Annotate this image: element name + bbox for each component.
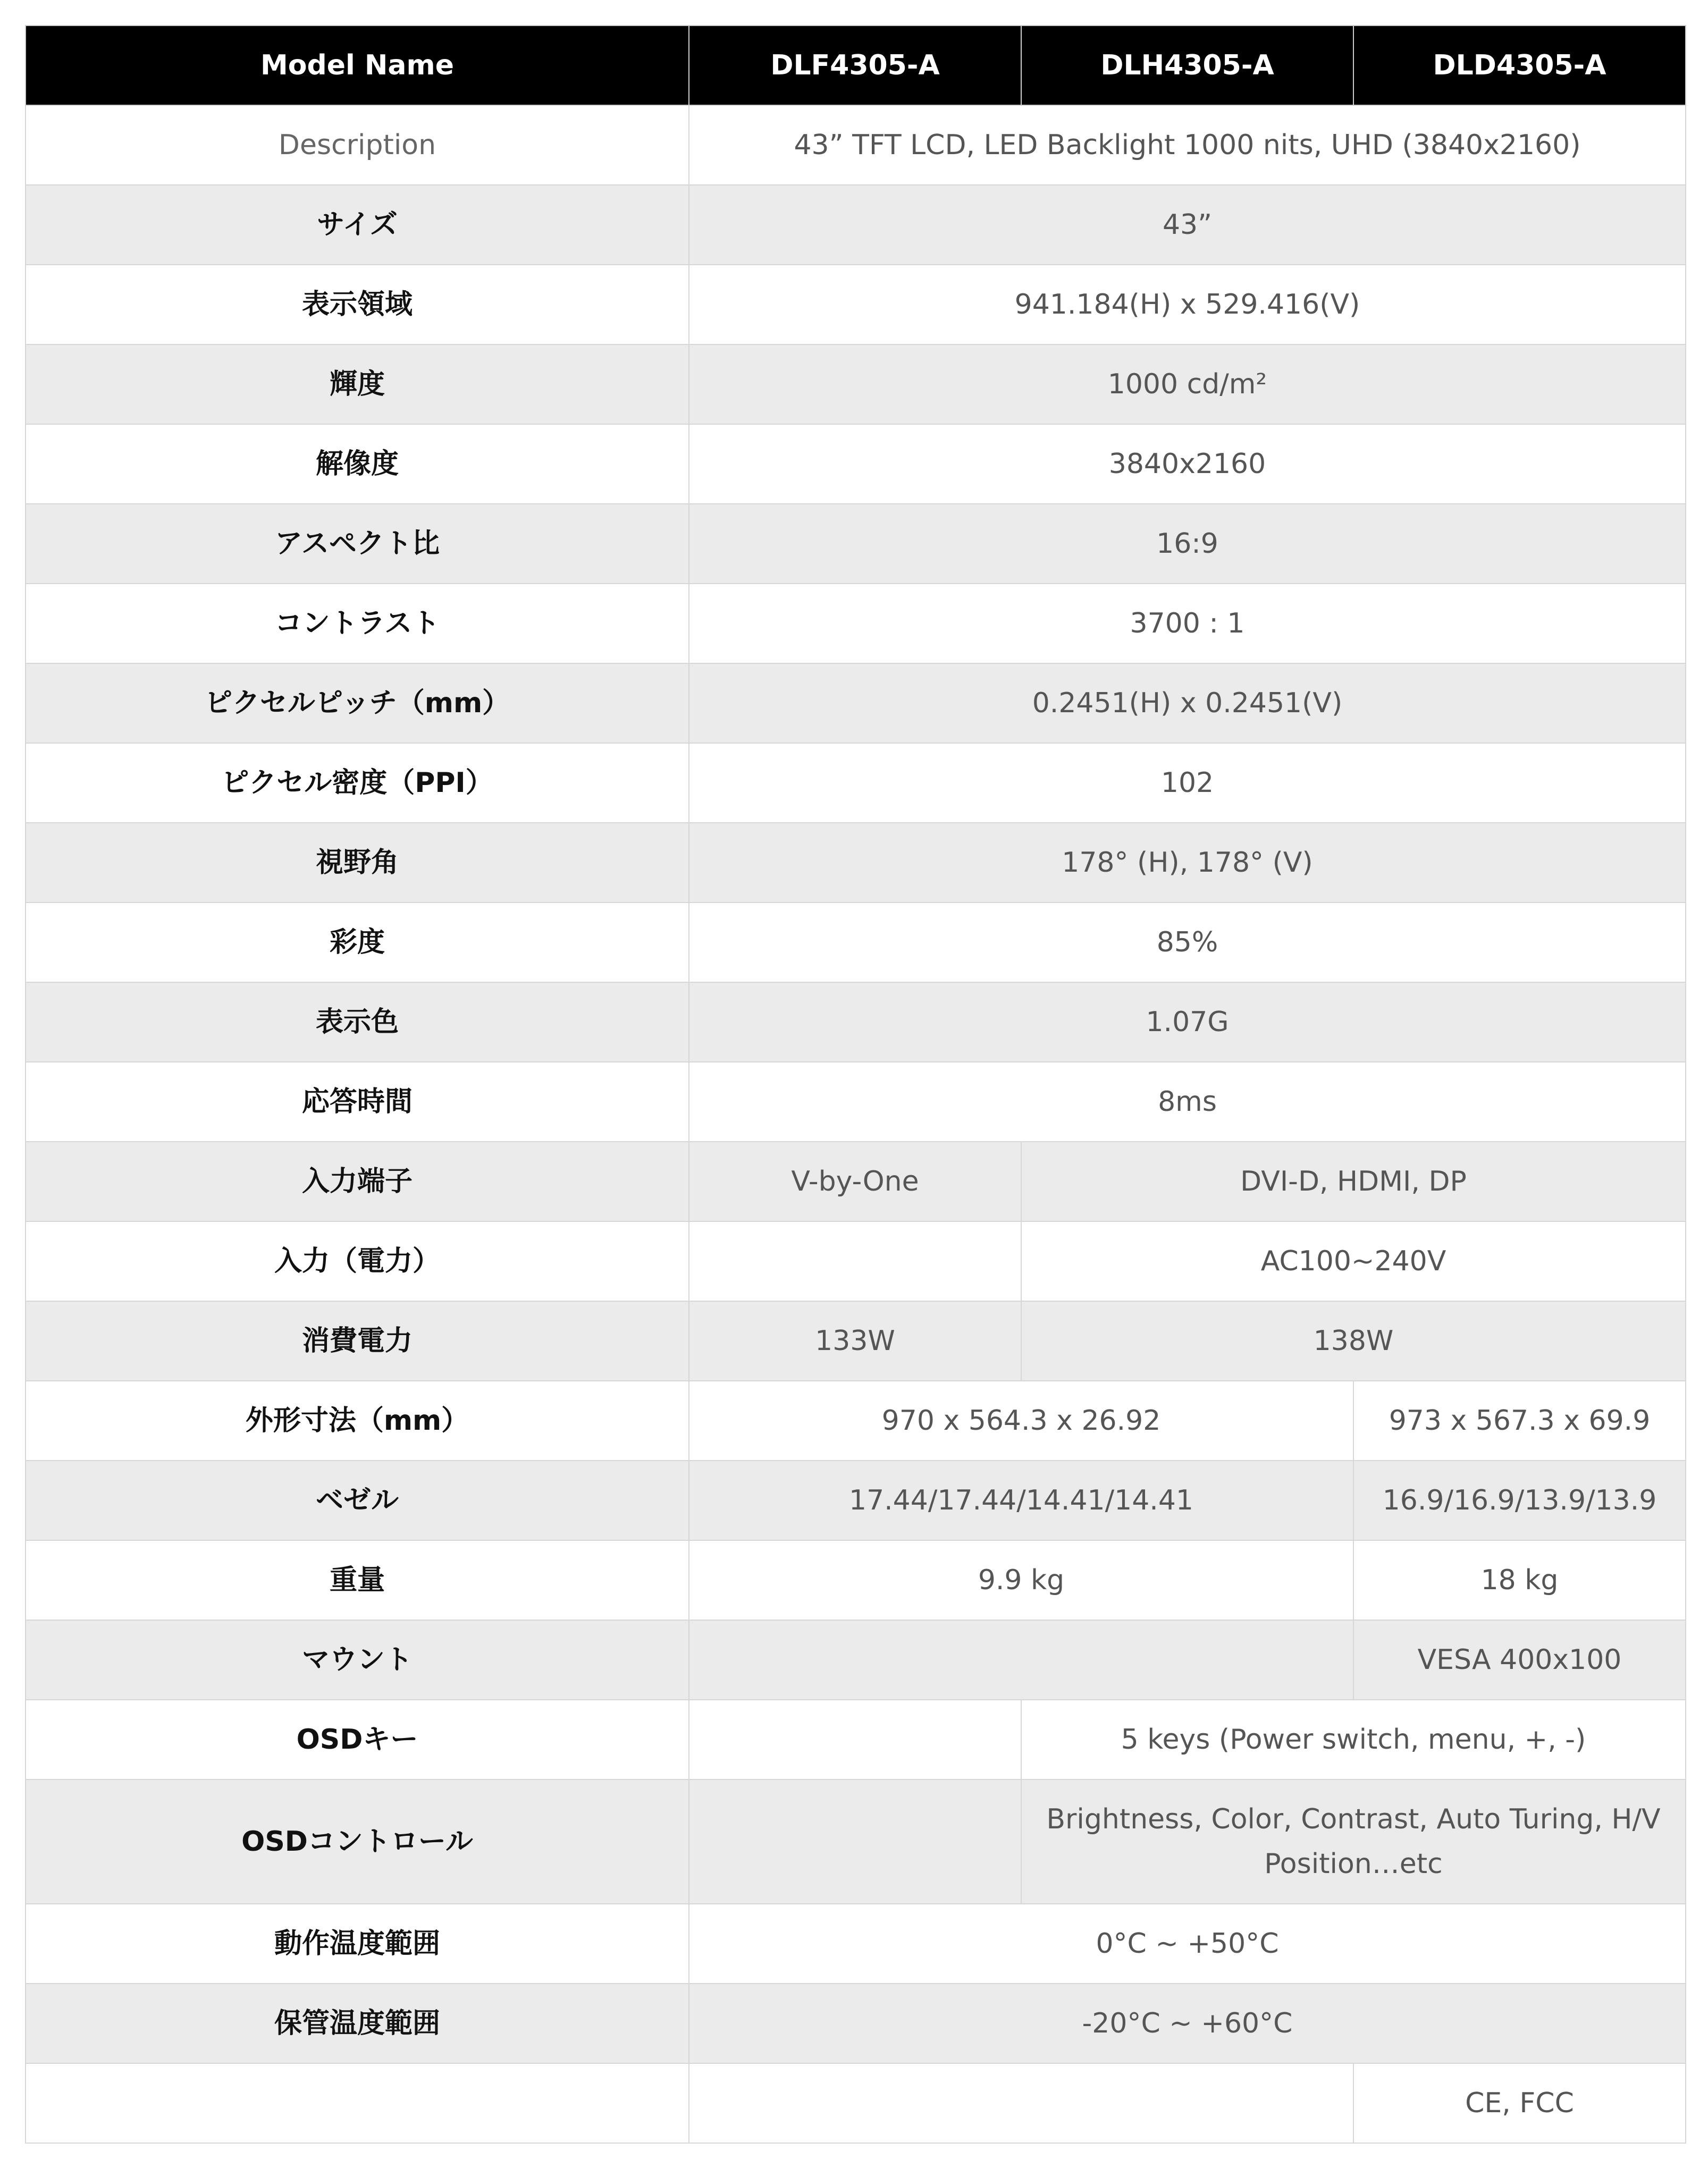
spec-value: AC100~240V [1021, 1221, 1686, 1301]
spec-value: VESA 400x100 [1353, 1620, 1686, 1700]
spec-table-header [26, 26, 1686, 105]
spec-value: 43” TFT LCD, LED Backlight 1000 nits, UHD (3840x2160) [689, 105, 1686, 185]
spec-value: CE, FCC [1353, 2063, 1686, 2143]
spec-value: 973 x 567.3 x 69.9 [1353, 1381, 1686, 1461]
spec-value: 5 keys (Power switch, menu, +, -) [1021, 1700, 1686, 1779]
spec-value: 9.9 kg [689, 1540, 1353, 1620]
spec-value: 18 kg [1353, 1540, 1686, 1620]
spec-value: 1000 cd/m² [689, 344, 1686, 424]
spec-row [26, 1062, 1686, 1142]
spec-row [26, 1700, 1686, 1779]
spec-table-body [26, 105, 1686, 2143]
spec-label: 表示色 [26, 982, 689, 1062]
spec-row [26, 1984, 1686, 2063]
spec-row [26, 823, 1686, 903]
spec-row [26, 1620, 1686, 1700]
spec-row [26, 982, 1686, 1062]
spec-label: OSDコントロール [26, 1779, 689, 1904]
spec-value: Brightness, Color, Contrast, Auto Turing, H/V Position…etc [1021, 1779, 1686, 1904]
header-dlf4305-a: DLF4305-A [689, 26, 1021, 105]
spec-value [689, 1221, 1021, 1301]
spec-row [26, 1381, 1686, 1461]
spec-label: 彩度 [26, 903, 689, 982]
spec-value: 3840x2160 [689, 424, 1686, 504]
spec-label: 外形寸法（mm） [26, 1381, 689, 1461]
spec-label: Description [26, 105, 689, 185]
spec-value: 133W [689, 1301, 1021, 1381]
spec-row [26, 1142, 1686, 1221]
spec-row [26, 743, 1686, 823]
spec-value: DVI-D, HDMI, DP [1021, 1142, 1686, 1221]
spec-row [26, 1779, 1686, 1904]
spec-row [26, 185, 1686, 265]
spec-value: 16:9 [689, 504, 1686, 584]
spec-label: 入力（電力） [26, 1221, 689, 1301]
spec-label: 視野角 [26, 823, 689, 903]
spec-row [26, 663, 1686, 743]
spec-row [26, 1301, 1686, 1381]
spec-value: 102 [689, 743, 1686, 823]
spec-label: 輝度 [26, 344, 689, 424]
spec-label: 消費電力 [26, 1301, 689, 1381]
spec-row [26, 105, 1686, 185]
spec-row [26, 584, 1686, 663]
spec-value [689, 2063, 1353, 2143]
spec-label: ピクセル密度（PPI） [26, 743, 689, 823]
spec-value: 0°C ~ +50°C [689, 1904, 1686, 1984]
spec-value: 85% [689, 903, 1686, 982]
spec-label: ベゼル [26, 1461, 689, 1540]
spec-row [26, 1461, 1686, 1540]
spec-value: 16.9/16.9/13.9/13.9 [1353, 1461, 1686, 1540]
header-model-name: Model Name [26, 26, 689, 105]
header-dlh4305-a: DLH4305-A [1021, 26, 1353, 105]
spec-label: 解像度 [26, 424, 689, 504]
spec-row [26, 265, 1686, 344]
header-row [26, 26, 1686, 105]
spec-row [26, 424, 1686, 504]
spec-label: マウント [26, 1620, 689, 1700]
spec-value: 3700 : 1 [689, 584, 1686, 663]
spec-label: アスペクト比 [26, 504, 689, 584]
spec-value: 0.2451(H) x 0.2451(V) [689, 663, 1686, 743]
spec-row [26, 1221, 1686, 1301]
spec-label: 応答時間 [26, 1062, 689, 1142]
spec-row [26, 1540, 1686, 1620]
spec-value [689, 1620, 1353, 1700]
spec-value: 8ms [689, 1062, 1686, 1142]
spec-value: 138W [1021, 1301, 1686, 1381]
spec-row [26, 903, 1686, 982]
spec-value: 17.44/17.44/14.41/14.41 [689, 1461, 1353, 1540]
spec-label: 入力端子 [26, 1142, 689, 1221]
spec-table [25, 25, 1686, 2144]
spec-value: 1.07G [689, 982, 1686, 1062]
spec-label: OSDキー [26, 1700, 689, 1779]
spec-row [26, 1904, 1686, 1984]
spec-label: 表示領域 [26, 265, 689, 344]
spec-value [689, 1779, 1021, 1904]
spec-label: サイズ [26, 185, 689, 265]
spec-row [26, 344, 1686, 424]
spec-label: コントラスト [26, 584, 689, 663]
spec-value: V-by-One [689, 1142, 1021, 1221]
spec-label: 重量 [26, 1540, 689, 1620]
spec-row [26, 2063, 1686, 2143]
spec-label [26, 2063, 689, 2143]
header-dld4305-a: DLD4305-A [1353, 26, 1686, 105]
spec-value: 970 x 564.3 x 26.92 [689, 1381, 1353, 1461]
spec-value [689, 1700, 1021, 1779]
spec-value: 43” [689, 185, 1686, 265]
spec-value: -20°C ~ +60°C [689, 1984, 1686, 2063]
spec-value: 941.184(H) x 529.416(V) [689, 265, 1686, 344]
spec-value: 178° (H), 178° (V) [689, 823, 1686, 903]
spec-label: 保管温度範囲 [26, 1984, 689, 2063]
spec-label: ピクセルピッチ（mm） [26, 663, 689, 743]
spec-row [26, 504, 1686, 584]
spec-label: 動作温度範囲 [26, 1904, 689, 1984]
